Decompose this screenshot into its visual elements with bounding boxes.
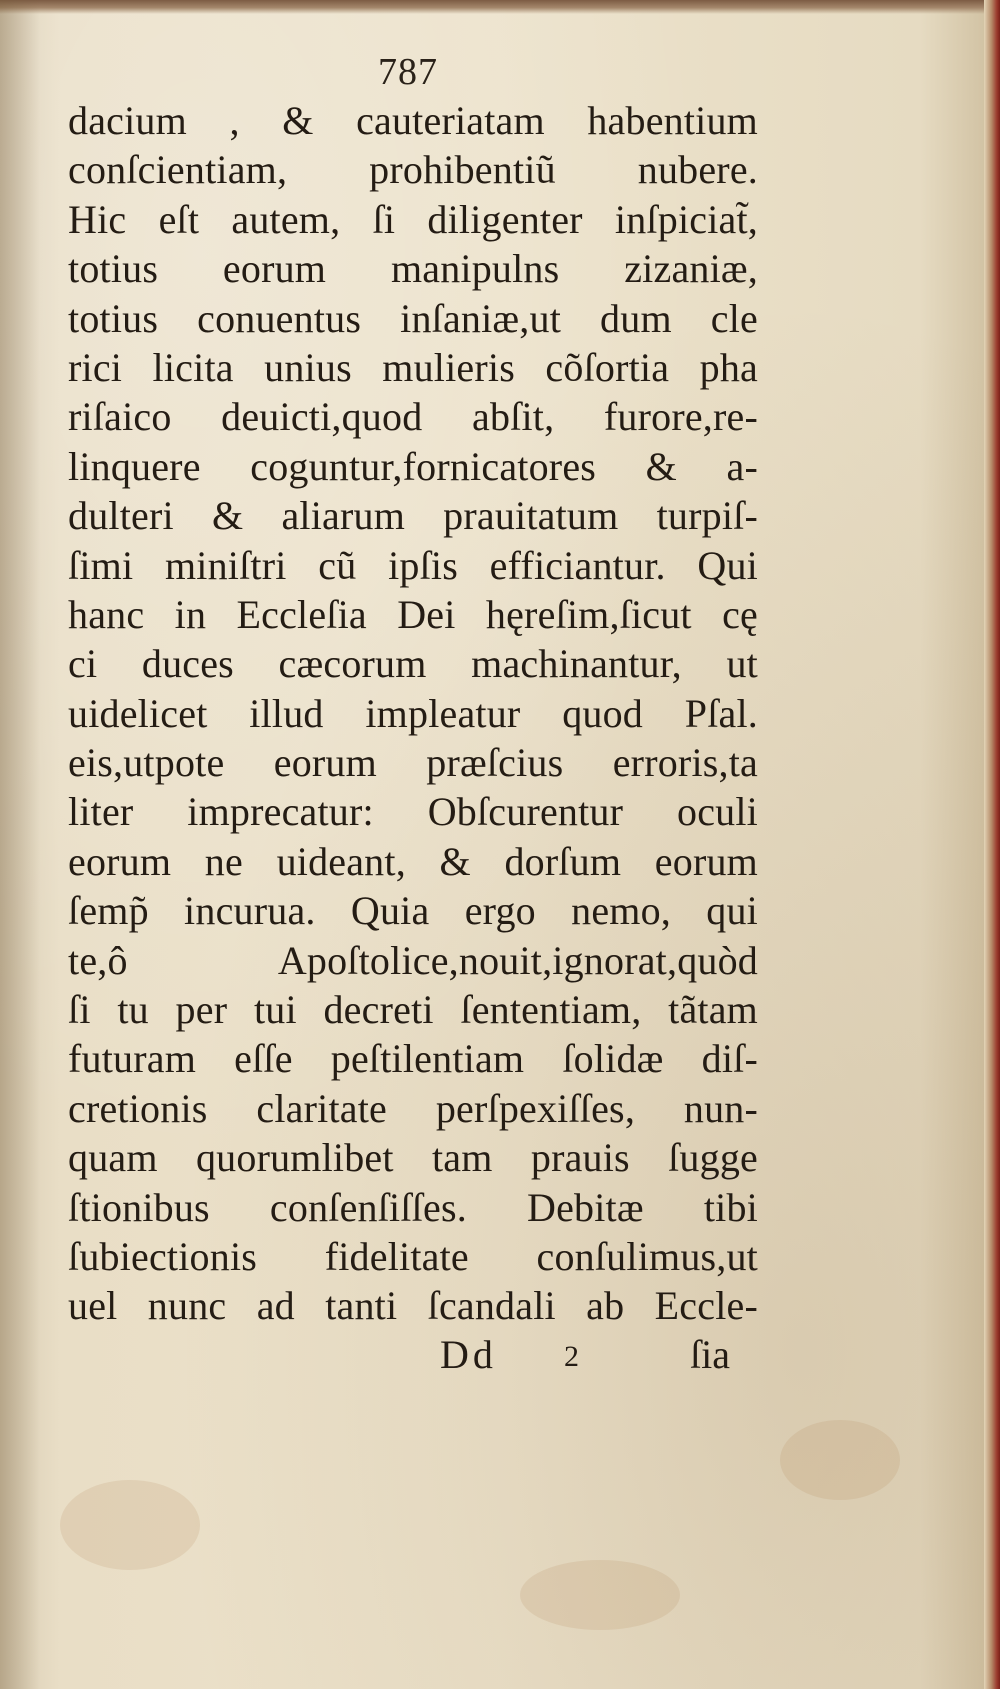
text-line: dacium , & cauteriatam habentium <box>68 98 758 143</box>
text-line: ſubiectionis fidelitate conſulimus,ut <box>68 1233 758 1279</box>
signature-mark: Dd <box>440 1332 497 1377</box>
text-line: eis,utpote eorum præſcius erroris,ta <box>68 740 758 786</box>
text-line: cretionis claritate perſpexiſſes, nun- <box>68 1085 758 1131</box>
text-line: uel nunc ad tanti ſcandali ab Eccle- <box>68 1283 758 1329</box>
text-line: dulteri & aliarum prauitatum turpiſ- <box>68 493 758 539</box>
text-line: futuram eſſe peſtilentiam ſolidæ diſ- <box>68 1036 758 1082</box>
text-line: ſtionibus conſenſiſſes. Debitæ tibi <box>68 1184 758 1230</box>
text-line: ſimi miniſtri cũ ipſis efficiantur. Qui <box>68 542 758 588</box>
text-line: totius eorum manipulns zizaniæ, <box>68 246 758 292</box>
text-line: ſi tu per tui decreti ſententiam, tãtam <box>68 987 758 1033</box>
text-line: totius conuentus inſaniæ,ut dum cle <box>68 295 758 341</box>
paper-stain <box>520 1560 680 1630</box>
page-top-edge <box>0 0 1000 14</box>
text-line: riſaico deuicti,quod abſit, furore,re- <box>68 394 758 440</box>
paper-stain <box>60 1480 200 1570</box>
red-page-edge <box>984 0 1000 1689</box>
page-number: 787 <box>378 51 438 93</box>
catchword: ſia <box>690 1332 730 1377</box>
text-line: te,ô Apoſtolice,nouit,ignorat,quòd <box>68 937 758 983</box>
text-line: linquere coguntur,fornicatores & a- <box>68 443 758 489</box>
paper-stain <box>780 1420 900 1500</box>
text-line: Hic eſt autem, ſi diligenter inſpiciat̃, <box>68 196 758 242</box>
body-text <box>68 96 758 1331</box>
text-line: ſemp̃ incurua. Quia ergo nemo, qui <box>68 888 758 934</box>
text-line: rici licita unius mulieris cõſortia pha <box>68 344 758 390</box>
text-line: hanc in Eccleſia Dei hęreſim,ſicut cę <box>68 591 758 637</box>
text-line: liter imprecatur: Obſcurentur oculi <box>68 789 758 835</box>
text-line: conſcientiam, prohibentiũ nubere. <box>68 147 758 193</box>
page-footer <box>440 1330 750 1380</box>
text-line: eorum ne uideant, & dorſum eorum <box>68 838 758 884</box>
text-line: ci duces cæcorum machinantur, ut <box>68 641 758 687</box>
gutter-shadow <box>0 0 40 1689</box>
signature-number: 2 <box>564 1340 579 1373</box>
text-line: uidelicet illud impleatur quod Pſal. <box>68 690 758 736</box>
text-line: quam quorumlibet tam prauis ſugge <box>68 1135 758 1181</box>
